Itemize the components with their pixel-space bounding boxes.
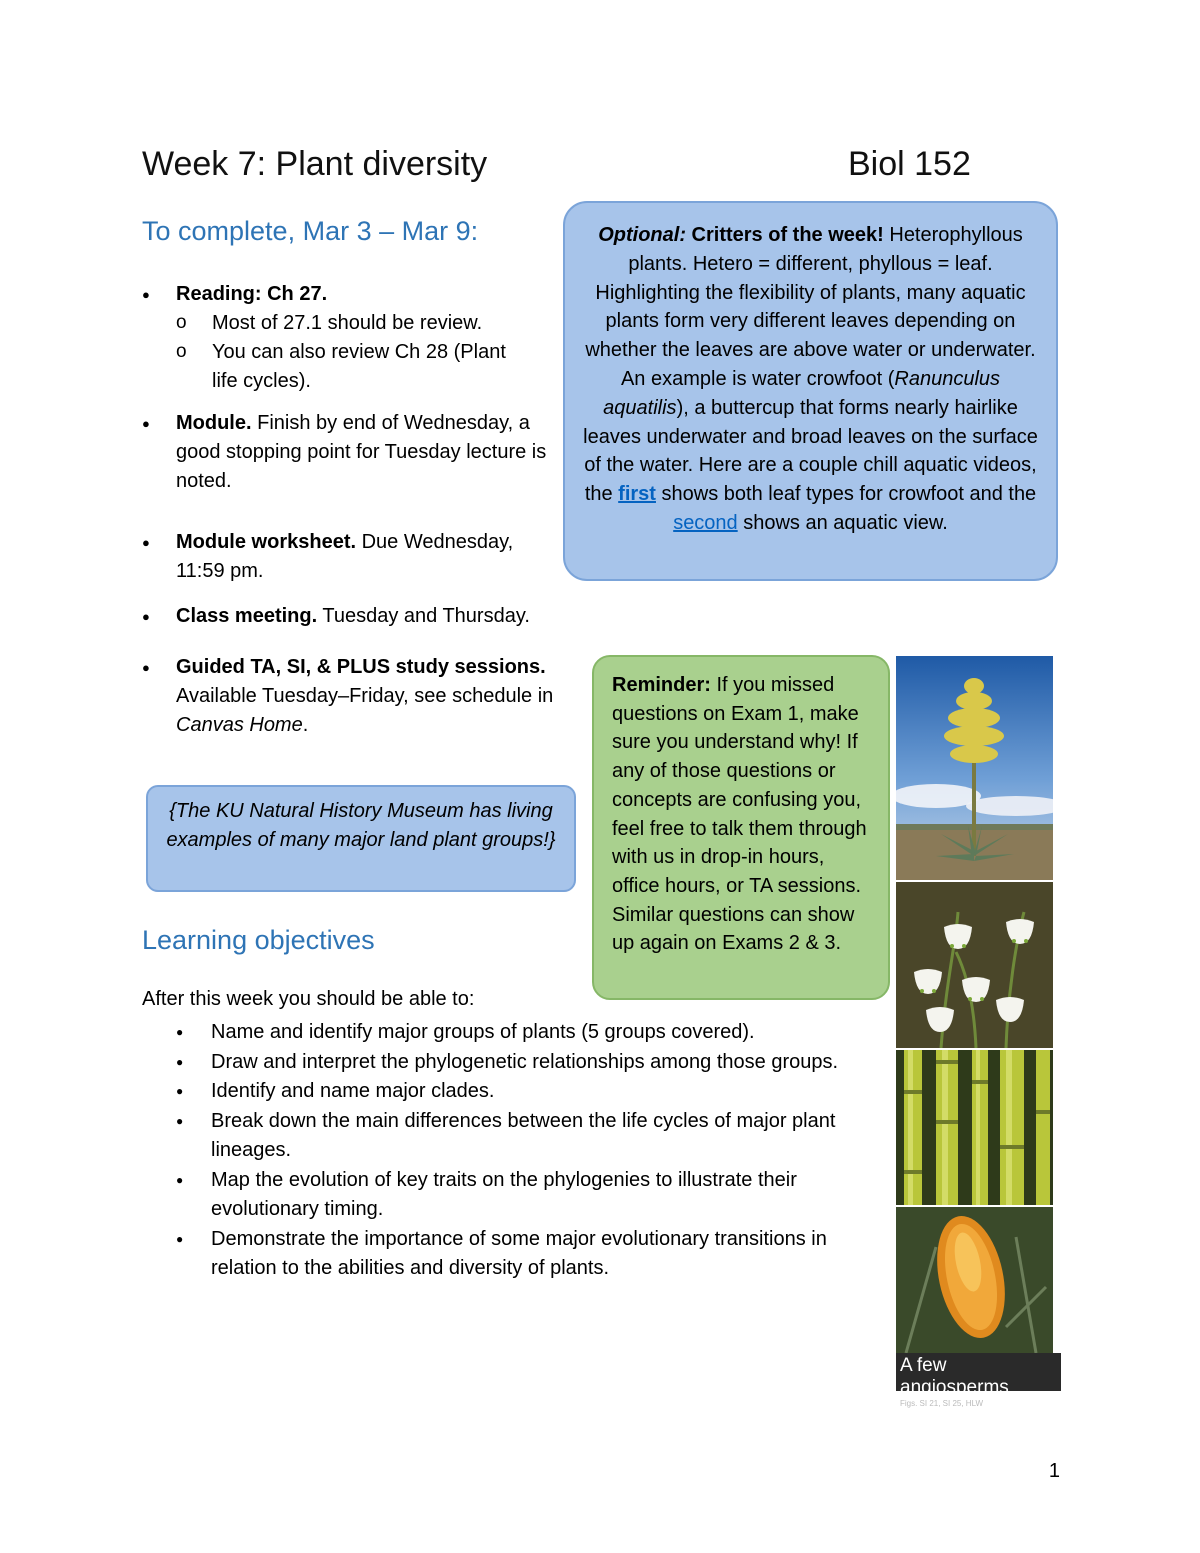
task-worksheet bbox=[142, 528, 562, 586]
worksheet-text: Due Wednesday, 11:59 pm. bbox=[176, 531, 514, 582]
course-code: Biol 152 bbox=[848, 145, 971, 183]
snowflake-flower-photo bbox=[896, 882, 1053, 1048]
reading-sub-item: o You can also review Ch 28 (Plant life cycles). bbox=[176, 338, 532, 396]
guided-text: Available Tuesday–Friday, see schedule in bbox=[176, 685, 554, 707]
reminder-label: Reminder: bbox=[612, 674, 711, 696]
guided-label: Guided TA, SI, & PLUS study sessions. bbox=[176, 656, 546, 678]
first-video-link[interactable]: first bbox=[618, 483, 656, 506]
task-module bbox=[142, 409, 562, 496]
critters-label: Critters of the week! bbox=[685, 224, 884, 246]
objective-item: ● Demonstrate the importance of some major evolutionary transitions in relation to the abilities and diversity of plants. bbox=[176, 1225, 876, 1284]
optional-label: Optional: bbox=[598, 224, 686, 246]
museum-note-box bbox=[146, 785, 576, 892]
objectives-intro: After this week you should be able to: bbox=[142, 988, 475, 1010]
worksheet-label: Module worksheet. bbox=[176, 531, 357, 553]
reading-label: Reading: Ch 27. bbox=[176, 283, 328, 305]
module-text: Finish by end of Wednesday, a good stopping point for Tuesday lecture is noted. bbox=[176, 412, 547, 492]
task-class-meeting bbox=[142, 602, 562, 631]
objective-item: ● Map the evolution of key traits on the phylogenies to illustrate their evolutionary timing. bbox=[176, 1166, 876, 1225]
second-video-link[interactable]: second bbox=[673, 511, 738, 534]
critters-text: Heterophyllous plants. Hetero = different, phyllous = leaf. Highlighting the flexibility of plants, many aquatic plants form very different leaves depending on whether the leaves are above water or underwater. An example is water crowfoot ( bbox=[585, 224, 1036, 390]
agave-photo bbox=[896, 656, 1053, 880]
critters-text-2: ), a buttercup that forms nearly hairlike leaves underwater and broad leaves on the surface of the water. Here are a couple chill aquatic videos, the bbox=[583, 396, 1038, 506]
guided-end: . bbox=[302, 714, 309, 736]
critters-box bbox=[563, 201, 1058, 581]
objective-item: ● Identify and name major clades. bbox=[176, 1077, 876, 1107]
page-title: Week 7: Plant diversity bbox=[142, 145, 488, 183]
task-study-sessions bbox=[142, 653, 562, 740]
reminder-text: If you missed questions on Exam 1, make sure you understand why! If any of those questions or concepts are confusing you, feel free to talk them through with us in drop-in hours, office hours, or TA sessions. Similar questions can show up again on Exams 2 & 3. bbox=[612, 674, 867, 955]
objective-item: ● Break down the main differences between the life cycles of major plant lineages. bbox=[176, 1107, 876, 1166]
species-name: Ranunculus aquatilis bbox=[603, 367, 1001, 419]
to-complete-heading: To complete, Mar 3 – Mar 9: bbox=[142, 216, 479, 246]
reading-sub-item: o Most of 27.1 should be review. bbox=[176, 309, 562, 338]
task-list bbox=[142, 280, 562, 740]
reading-sublist bbox=[176, 309, 562, 396]
class-text: Tuesday and Thursday. bbox=[317, 605, 530, 627]
banksia-photo bbox=[896, 1207, 1053, 1353]
caption-text: A few angiosperms bbox=[900, 1355, 1009, 1398]
critters-text-3: shows both leaf types for crowfoot and the bbox=[655, 483, 1037, 506]
class-label: Class meeting. bbox=[176, 605, 318, 627]
page-number: 1 bbox=[1048, 1460, 1060, 1482]
objective-item: ● Draw and interpret the phylogenetic relationships among those groups. bbox=[176, 1048, 876, 1078]
reminder-box bbox=[592, 655, 890, 1000]
canvas-home-text: Canvas Home bbox=[176, 714, 303, 736]
module-label: Module. bbox=[176, 412, 252, 434]
learning-objectives-heading: Learning objectives bbox=[142, 925, 375, 955]
objective-item: ● Name and identify major groups of plants (5 groups covered). bbox=[176, 1018, 876, 1048]
bamboo-photo bbox=[896, 1050, 1053, 1205]
critters-text-4: shows an aquatic view. bbox=[737, 511, 948, 534]
photo-credit: Figs. SI 21, SI 25, HLW bbox=[900, 1399, 983, 1408]
museum-note-text: {The KU Natural History Museum has living examples of many major land plant groups!} bbox=[166, 800, 556, 851]
photo-caption bbox=[896, 1353, 1061, 1408]
task-reading bbox=[142, 280, 562, 396]
objectives-list bbox=[176, 1018, 876, 1284]
